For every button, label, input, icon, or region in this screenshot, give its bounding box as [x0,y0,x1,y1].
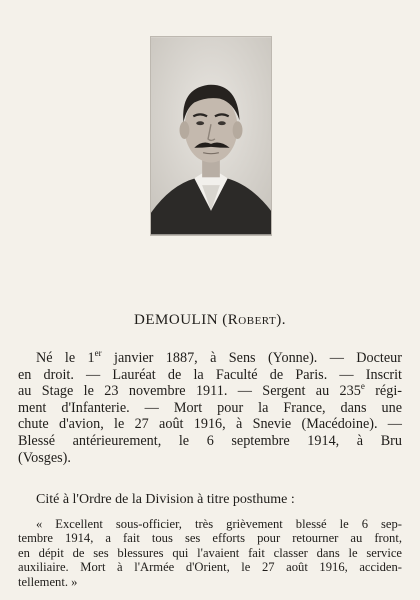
portrait-photo [150,36,272,236]
bio-line: au Stage le 23 novembre 1911. — Sergent au 235e régi- [18,381,402,400]
citation-line: en dépit de ses blessures qui l'avaient fait classer dans le service [18,545,402,560]
bio-line: Blessé antérieurement, le 6 septembre 1914, à Bru [18,432,402,449]
citation-line: tembre 1914, a fait tous ses efforts pour retourner au front, [18,531,402,546]
given-name: (Robert). [222,312,286,328]
bio-line: en droit. — Lauréat de la Faculté de Paris. — Inscrit [18,366,402,383]
bio-line: chute d'avion, le 27 août 1916, à Snevie (Macédoine). — [18,416,402,433]
biography-paragraph [18,350,402,466]
bio-line: Né le 1er janvier 1887, à Sens (Yonne). — Docteur [36,348,402,366]
portrait-photo-icon [151,37,271,235]
bio-line: ment d'Infanterie. — Mort pour la France, dans une [18,399,402,416]
citation-title: Cité à l'Ordre de la Division à titre posthume : [36,492,295,507]
bio-line: (Vosges). [18,449,71,466]
citation-line: auxiliaire. Mort à l'Armée d'Orient, le 27 août 1916, acciden- [18,560,402,575]
person-name [0,312,420,329]
citation-line: « Excellent sous-officier, très grièvement blessé le 6 sep- [36,517,402,531]
surname: DEMOULIN [134,312,219,328]
citation-line: tellement. » [18,574,78,589]
citation-quote [18,517,402,589]
